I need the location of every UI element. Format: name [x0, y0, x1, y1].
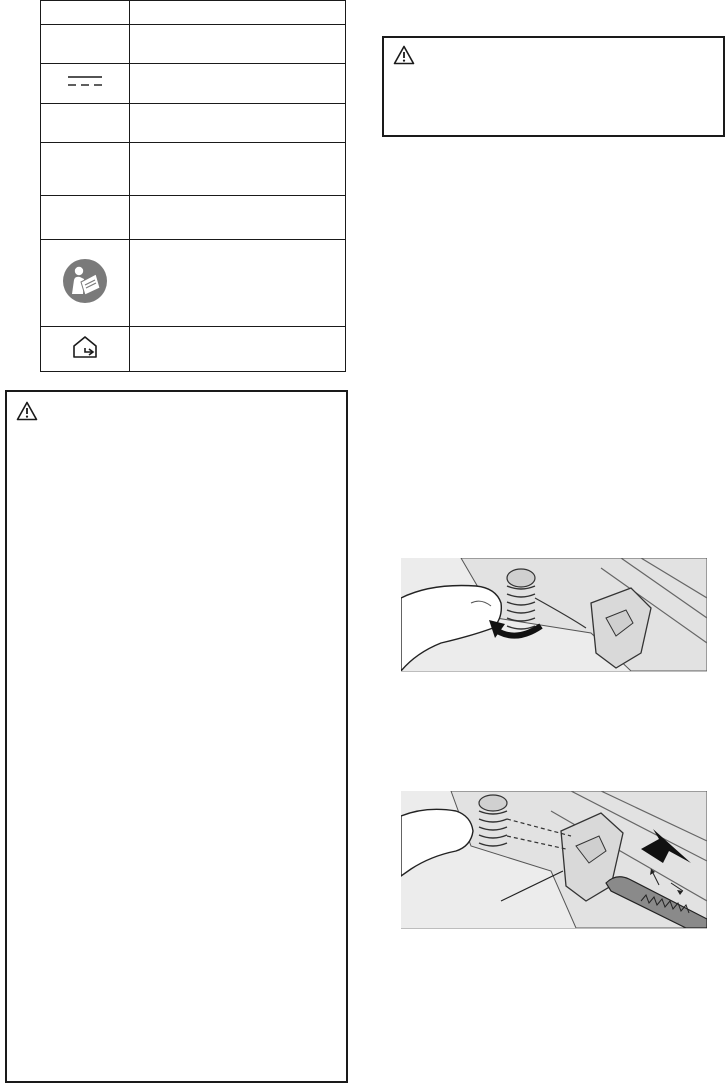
dc-current-icon — [67, 74, 103, 93]
warning-box-top — [382, 36, 725, 137]
warning-box-left — [5, 390, 348, 1083]
figure-blade-insertion — [401, 791, 707, 929]
meaning-cell — [129, 64, 346, 104]
symbol-row — [41, 25, 346, 64]
symbol-row — [41, 1, 346, 25]
meaning-cell — [129, 1, 346, 25]
symbol-cell — [41, 240, 130, 327]
symbol-cell — [41, 104, 130, 143]
meaning-cell — [129, 25, 346, 64]
meaning-cell — [129, 104, 346, 143]
warning-triangle-icon — [16, 401, 38, 421]
symbol-row — [41, 327, 346, 372]
symbols-table — [40, 0, 346, 372]
symbol-row — [41, 104, 346, 143]
symbol-row — [41, 143, 346, 196]
symbol-cell — [41, 143, 130, 196]
symbol-cell — [41, 64, 130, 104]
meaning-cell — [129, 240, 346, 327]
meaning-cell — [129, 327, 346, 372]
meaning-cell — [129, 196, 346, 240]
symbol-cell — [41, 327, 130, 372]
read-manual-icon — [62, 258, 108, 309]
warning-triangle-icon — [393, 45, 415, 65]
symbol-row — [41, 196, 346, 240]
symbol-row — [41, 64, 346, 104]
symbol-row — [41, 240, 346, 327]
symbol-cell — [41, 1, 130, 25]
figure-illustration — [401, 791, 707, 928]
figure-blade-clamp-knob — [401, 558, 707, 672]
meaning-cell — [129, 143, 346, 196]
symbol-cell — [41, 196, 130, 240]
figure-illustration — [401, 558, 707, 671]
indoor-use-icon — [71, 335, 99, 364]
symbol-cell — [41, 25, 130, 64]
